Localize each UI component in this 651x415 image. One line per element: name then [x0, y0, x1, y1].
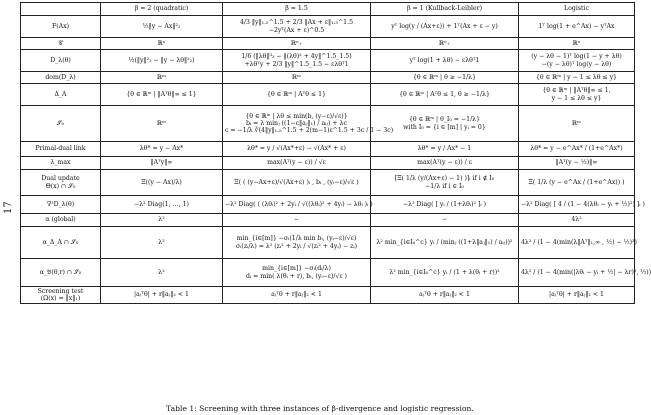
- cell-line: c = −1/λ ∛(4‖y‖₁.₅^1.5 + 2(m−1)ε^1.5 + 3c / 1 − 3c): [225, 127, 394, 135]
- table-cell: [519, 72, 635, 84]
- header-cell: Logistic: [519, 3, 635, 16]
- cell-line: {θ ∈ ℝᵐ | λθ ≤ min(b, (y−ε)/√ε)}: [245, 112, 348, 120]
- table-cell: [519, 287, 635, 304]
- cell-line: ℝⁿ₊: [290, 39, 303, 47]
- row-label-line: λ_max: [50, 159, 71, 167]
- table-cell: [223, 84, 371, 106]
- screening-table: [20, 2, 651, 304]
- table-cell: [371, 38, 519, 50]
- cell-line: aⱼᵀθ + r‖aⱼ‖₂ < 1: [271, 291, 322, 299]
- row-label: [21, 84, 101, 106]
- row-label-line: dom(D_λ): [45, 73, 76, 81]
- row-label-line: D_λ(θ): [50, 56, 71, 64]
- row-label: [21, 72, 101, 84]
- table-row: [21, 196, 635, 214]
- table-cell: [519, 157, 635, 170]
- cell-line: Ξ( 1/λ (y − e^Ax / (1+e^Ax)) ): [528, 178, 625, 186]
- table-cell: [101, 50, 223, 72]
- cell-line: y − 1 ≤ λθ ≤ y}: [551, 94, 602, 102]
- cell-line: λθ* = y / Ax* − 1: [417, 145, 472, 153]
- table-cell: [223, 157, 371, 170]
- table-cell: [519, 214, 635, 227]
- cell-line: ½‖y − Ax‖²₂: [142, 22, 181, 30]
- row-label-line: Θ(x) ∩ 𝒮₀: [45, 182, 76, 190]
- table-row: [21, 287, 635, 304]
- table-cell: [371, 16, 519, 38]
- cell-line: aⱼᵀθ + r‖aⱼ‖₂ < 1: [419, 291, 470, 299]
- header-cell: β = 2 (quadratic): [101, 3, 223, 16]
- table-cell: [371, 142, 519, 157]
- table-row: [21, 72, 635, 84]
- table-cell: [101, 196, 223, 214]
- row-label-line: α (global): [45, 216, 76, 224]
- row-label: [21, 227, 101, 259]
- row-label: [21, 287, 101, 304]
- table-header-row: [21, 3, 635, 16]
- row-label-line: Primal-dual link: [35, 145, 86, 153]
- cell-line: 1ᵀ log(1 + e^Ax) − yᵀAx: [538, 22, 615, 30]
- table-cell: [101, 16, 223, 38]
- table-cell: [371, 157, 519, 170]
- cell-line: {θ ∈ ℝᵐ | ‖Aᵀθ‖∞ ≤ 1,: [542, 87, 611, 95]
- cell-line: 4λ² / (1 − 4(min(λ‖Aᵀ‖₁,∞ , ½) − ½)²): [521, 238, 637, 246]
- cell-line: with I₀ = {i ∈ [m] | yᵢ = 0}: [403, 123, 486, 131]
- table-cell: [371, 287, 519, 304]
- row-label-line: α_Δ_A ∩ 𝒮₀: [42, 238, 79, 246]
- cell-line: {θ ∈ ℝᵐ | Aᵀθ ≤ 1}: [267, 90, 326, 98]
- cell-line: {θ ∈ ℝᵐ | Aᵀθ ≤ 1, θ ≥ −1/λ}: [399, 90, 490, 98]
- cell-line: min_{i∈[m]} −σᵢ(1/λ min bᵢ, (yᵢ−ε)/√ε): [236, 235, 357, 243]
- cell-line: λ²: [158, 238, 165, 246]
- table-row: [21, 50, 635, 72]
- table-row: [21, 170, 635, 196]
- cell-line: λ²: [158, 216, 165, 224]
- cell-line: σᵢ(zᵢ/λ) = λ² (zᵢ² + 2yᵢ / √(zᵢ² + 4yᵢ) − zᵢ): [235, 242, 358, 250]
- table-row: [21, 16, 635, 38]
- table-cell: [371, 106, 519, 142]
- cell-line: ℝⁿ: [157, 39, 166, 47]
- table-cell: [223, 214, 371, 227]
- table-cell: [519, 106, 635, 142]
- row-label: [21, 259, 101, 287]
- cell-line: (y − λθ − 1)ᵀ log(1 − y + λθ): [531, 53, 622, 61]
- table-body: [21, 16, 651, 304]
- table-cell: [223, 16, 371, 38]
- table-row: [21, 157, 635, 170]
- table-row: [21, 106, 635, 142]
- cell-line: λ² min_{i∈I₀^c} yᵢ / (minⱼ ((1+λ‖aⱼ‖₁) / aᵢⱼ))²: [376, 238, 513, 246]
- table-cell: [371, 72, 519, 84]
- cell-line: dᵢ = min( λ(θᵢ + r), bᵢ, (yᵢ−ε)/√ε ): [246, 272, 347, 280]
- table-cell: [101, 157, 223, 170]
- cell-line: λθ* = y − e^Ax* / (1+e^Ax*): [530, 145, 623, 153]
- header-cell: β = 1.5: [223, 3, 371, 16]
- row-label-line: Δ_A: [54, 90, 67, 98]
- cell-line: {θ ∈ ℝᵐ | θ_I₀ = −1/λ}: [408, 116, 481, 124]
- cell-line: −: [441, 216, 448, 224]
- cell-line: 4/3 ‖y‖₁.₅^1.5 + 2/3 ‖Ax + ε‖₁.₅^1.5: [239, 19, 354, 27]
- table-cell: [519, 50, 635, 72]
- cell-line: +λθᵀy + 2/3 ‖y‖^1.5_1.5 − ελθᵀ1: [244, 60, 349, 68]
- table-cell: [223, 106, 394, 142]
- cell-line: {θ ∈ ℝᵐ | ‖Aᵀθ‖∞ ≤ 1}: [126, 90, 197, 98]
- row-label-line: 𝒞: [58, 39, 63, 47]
- table-cell: [223, 142, 371, 157]
- cell-line: {θ ∈ ℝᵐ | θ ≥ −1/λ}: [412, 73, 477, 81]
- table-cell: [223, 287, 371, 304]
- row-label: [21, 50, 101, 72]
- table-cell: [519, 196, 645, 214]
- row-label: [21, 170, 101, 196]
- row-label: [21, 106, 101, 142]
- cell-line: ½(‖y‖²₂ − ‖y − λθ‖²₂): [128, 56, 195, 64]
- header-cell: [21, 3, 101, 16]
- table-cell: [223, 227, 371, 259]
- cell-line: ℝᵐ: [292, 73, 301, 81]
- table-cell: [101, 106, 223, 142]
- row-label: [21, 16, 101, 38]
- cell-line: −λ² Diag( ( (λθᵢ)² + 2yᵢ / √((λθᵢ)² + 4yᵢ) − λθᵢ )ᵢ ): [225, 200, 373, 208]
- cell-line: −λ² Diag(1, …, 1): [134, 200, 189, 208]
- table-cell: [519, 16, 635, 38]
- cell-line: −: [293, 216, 300, 224]
- table-cell: [519, 259, 651, 287]
- table-cell: [519, 38, 635, 50]
- row-label-line: F(Ax): [51, 22, 70, 30]
- cell-line: 1/6 (‖λθ‖³₃ − ‖(λθ)² + 4y‖^1.5_1.5): [241, 53, 352, 61]
- table-cell: [101, 72, 223, 84]
- cell-line: bᵢ = λ minⱼ ((1−c‖aⱼ‖₁) / aᵢⱼ) + λc: [246, 119, 347, 127]
- table-cell: [223, 259, 371, 287]
- cell-line: ‖Aᵀ(y − ½)‖∞: [555, 159, 598, 167]
- table-cell: [371, 84, 519, 106]
- cell-line: {θ ∈ ℝᵐ | y − 1 ≤ λθ ≤ y}: [536, 73, 617, 81]
- table-cell: [101, 227, 223, 259]
- table-cell: [371, 259, 519, 287]
- cell-line: yᵀ log(y / (Ax+ε)) + 1ᵀ(Ax + ε − y): [391, 22, 498, 30]
- table-cell: [223, 38, 371, 50]
- table-caption: Table 1: Screening with three instances of β-divergence and logistic regression.: [166, 404, 474, 413]
- cell-line: yᵀ log(1 + λθ) − ελθᵀ1: [409, 56, 480, 64]
- table-cell: [101, 287, 223, 304]
- cell-line: −1/λ if i ∈ I₀: [425, 182, 464, 190]
- page-number: 17: [3, 201, 14, 215]
- cell-line: λ² min_{i∈I₀^c} yᵢ / (1 + λ(θᵢ + r))²: [389, 268, 500, 276]
- row-label-line: 𝒮₀: [56, 119, 65, 127]
- table-cell: [371, 196, 519, 214]
- table-cell: [223, 170, 371, 196]
- row-label: [21, 157, 101, 170]
- table-cell: [519, 84, 635, 106]
- row-label-line: Screening test: [37, 287, 84, 295]
- row-label-line: α_𝔅(θ,r) ∩ 𝒮₀: [39, 268, 82, 276]
- cell-line: ℝᵐ: [157, 119, 166, 127]
- table-row: [21, 214, 635, 227]
- cell-line: 4λ² / (1 − 4(min(|λθᵢ − yᵢ + ½| − λr)², ½)): [521, 268, 651, 276]
- cell-line: [Ξ( 1/λ (y/(Ax+ε) − 1) )]ᵢ if i ∉ I₀: [394, 175, 495, 183]
- table-cell: [101, 142, 223, 157]
- cell-line: Ξ((y − Ax)/λ): [141, 178, 182, 186]
- table-cell: [101, 84, 223, 106]
- table-cell: [519, 227, 635, 259]
- table-cell: [101, 170, 223, 196]
- row-label-line: Dual update: [41, 175, 80, 183]
- cell-line: ℝᵐ: [157, 73, 166, 81]
- row-label: [21, 142, 101, 157]
- cell-line: λθ* = y / √(Ax*+ε) − √(Ax* + ε): [247, 145, 346, 153]
- cell-line: ℝⁿ₊: [438, 39, 451, 47]
- table-cell: [371, 214, 519, 227]
- cell-line: max(Aᵀ(y − ε)) / ε: [417, 159, 472, 167]
- cell-line: |aⱼᵀθ| + r‖aⱼ‖₂ < 1: [549, 291, 604, 299]
- row-label-line: ∇²D_λ(θ): [46, 200, 75, 208]
- table-cell: [223, 50, 371, 72]
- table-cell: [371, 227, 519, 259]
- row-label: [21, 214, 101, 227]
- cell-line: max(Aᵀ(y − ε)) / √ε: [267, 159, 326, 167]
- table-row: [21, 84, 635, 106]
- cell-line: −λ² Diag( [ 4 / (1 − 4(λθᵢ − yᵢ + ½)²) ]ᵢ ): [521, 200, 645, 208]
- table-cell: [101, 259, 223, 287]
- table-cell: [101, 38, 223, 50]
- cell-line: −(y − λθ)ᵀ log(y − λθ): [541, 60, 612, 68]
- table-cell: [371, 50, 519, 72]
- table-row: [21, 227, 635, 259]
- header-cell: β = 1 (Kullback-Leibler): [371, 3, 519, 16]
- cell-line: |aⱼᵀθ| + r‖aⱼ‖₂ < 1: [134, 291, 189, 299]
- cell-line: 4λ²: [571, 216, 582, 224]
- table-cell: [519, 142, 635, 157]
- cell-line: −2yᵀ(Ax + ε)^0.5: [268, 26, 325, 34]
- cell-line: ℝⁿ: [572, 39, 581, 47]
- table-row: [21, 259, 635, 287]
- table-cell: [223, 196, 371, 214]
- cell-line: min_{i∈[m]} −σᵢ(dᵢ/λ): [262, 265, 331, 273]
- cell-line: λθ* = y − Ax*: [139, 145, 184, 153]
- table-row: [21, 142, 635, 157]
- table-row: [21, 38, 635, 50]
- cell-line: ℝᵐ: [572, 119, 581, 127]
- table-cell: [519, 170, 635, 196]
- cell-line: −λ² Diag( [ yᵢ / (1+λθᵢ)² ]ᵢ ): [403, 200, 486, 208]
- cell-line: λ²: [158, 268, 165, 276]
- table-cell: [223, 72, 371, 84]
- cell-line: Ξ( ( (y−Ax+ε)/√(Ax+ε) )ᵢ , bᵢ , (yᵢ−ε)/√ε ): [234, 178, 359, 186]
- cell-line: ‖Aᵀy‖∞: [150, 159, 173, 167]
- row-label: [21, 38, 101, 50]
- row-label: [21, 196, 101, 214]
- row-label-line: (Ω(x) = ‖x‖₁): [40, 295, 81, 302]
- table-cell: [371, 170, 519, 196]
- table-cell: [101, 214, 223, 227]
